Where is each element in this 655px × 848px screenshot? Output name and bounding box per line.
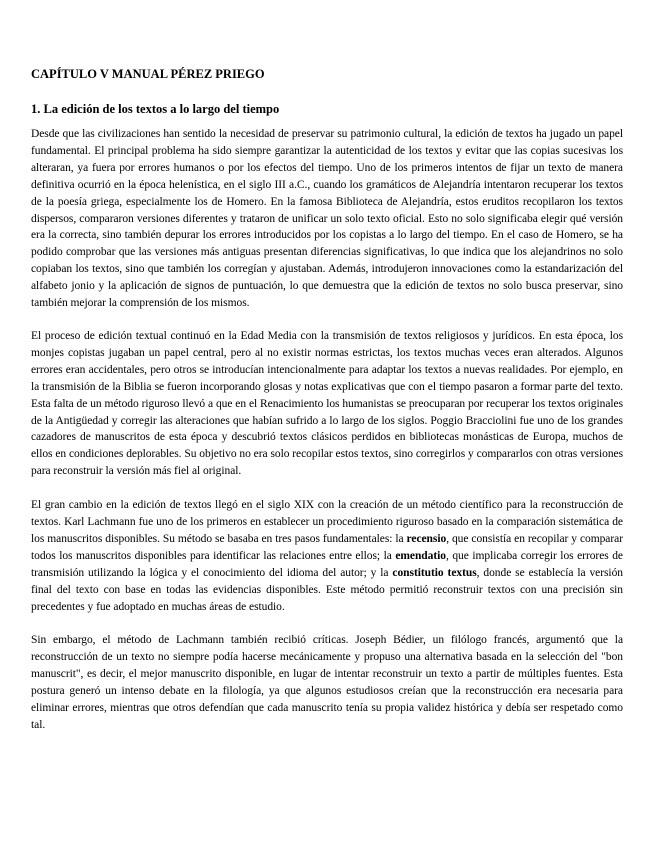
paragraph-text-segment: , que implicaba corregir los errores de transmisión utilizando la lógica y el conocimiento del idioma del autor; y la <box>31 549 623 579</box>
section-title: 1. La edición de los textos a lo largo del tiempo <box>31 102 280 116</box>
term-constitutio-textus: constitutio textus <box>392 566 477 579</box>
document-page <box>31 66 623 734</box>
term-recensio: recensio <box>406 532 447 545</box>
paragraph-bedier: Sin embargo, el método de Lachmann también recibió críticas. Joseph Bédier, un filólogo francés, argumentó que la reconstrucción de un texto no siempre podía hacerse mecánicamente y propuso una alternativa basada en la selección del "bon manuscrit", es decir, el mejor manuscrito disponible, en lugar de intentar reconstruir un texto a partir de múltiples fuentes. Esta postura generó un intenso debate en la filología, ya que algunos estudiosos creían que la reconstrucción era necesaria para eliminar errores, mientras que otros defendían que cada manuscrito tenía su propia validez histórica y debía ser respetado como tal. <box>31 634 623 731</box>
paragraph-lachmann <box>31 497 623 615</box>
chapter-title: CAPÍTULO V MANUAL PÉREZ PRIEGO <box>31 67 265 81</box>
paragraph-text-segment: El gran cambio en la edición de textos llegó en el siglo XIX con la creación de un método científico para la reconstrucción de textos. Karl Lachmann fue uno de los primeros en establecer un procedimiento riguroso basado en la comparación sistemática de los manuscritos disponibles. Su método se basaba en tres pasos fundamentales: la <box>31 499 623 545</box>
term-emendatio: emendatio <box>395 549 446 562</box>
paragraph-edad-media: El proceso de edición textual continuó en la Edad Media con la transmisión de textos religiosos y jurídicos. En esta época, los monjes copistas jugaban un papel central, pero al no existir normas estrictas, los textos muchas veces eran alterados. Algunos errores eran accidentales, pero otros se introducían intencionalmente para adaptar los textos a nuevas realidades. Por ejemplo, en la transmisión de la Biblia se fueron incorporando glosas y notas explicativas que con el tiempo pasaron a formar parte del texto. Esta falta de un método riguroso llevó a que en el Renacimiento los humanistas se preocuparan por recuperar los textos originales de la Antigüedad y corregir las alteraciones que habían sufrido a lo largo de los siglos. Poggio Bracciolini fue uno de los grandes cazadores de manuscritos de esta época y descubrió textos clásicos perdidos en bibliotecas monásticas de Europa, muchos de ellos en condiciones deplorables. Su objetivo no era solo recopilar estos textos, sino corregirlos y compararlos con otras versiones para reconstruir la versión más fiel al original. <box>31 329 623 478</box>
paragraph-alejandria: Desde que las civilizaciones han sentido la necesidad de preservar su patrimonio cultural, la edición de textos ha jugado un papel fundamental. El principal problema ha sido siempre garantizar la autenticidad de los textos y evitar que las copias sucesivas los alteraran, ya fuera por errores humanos o por los efectos del tiempo. Uno de los primeros intentos de fijar un texto de manera definitiva ocurrió en la época helenística, en el siglo III a.C., cuando los gramáticos de Alejandría intentaron recuperar los textos de la poesía griega, especialmente los de Homero. En la famosa Biblioteca de Alejandría, estos eruditos recopilaron los textos dispersos, compararon versiones diferentes y trataron de unificar un solo texto oficial. Esto no solo significaba elegir qué versión era la correcta, sino también depurar los errores introducidos por los copistas a lo largo del tiempo. En el caso de Homero, se ha podido comprobar que las versiones más antiguas presentan diferencias significativas, lo que indica que los alejandrinos no solo copiaban los textos, sino que también los corregían y ajustaban. Además, introdujeron innovaciones como la estandarización del alfabeto jonio y la aplicación de signos de puntuación, lo que demuestra que la edición de textos no solo busca preservar, sino también mejorar la comprensión de los mismos. <box>31 128 623 310</box>
paragraph-text-segment: , donde se establecía la versión final del texto con base en todas las evidencias disponibles. Este método permitió reconstruir textos con una precisión sin precedentes y fue adoptado en muchas áreas de estudio. <box>31 566 623 613</box>
paragraph-text-segment: , que consistía en recopilar y comparar todos los manuscritos disponibles para identificar las relaciones entre ellos; la <box>31 532 623 562</box>
